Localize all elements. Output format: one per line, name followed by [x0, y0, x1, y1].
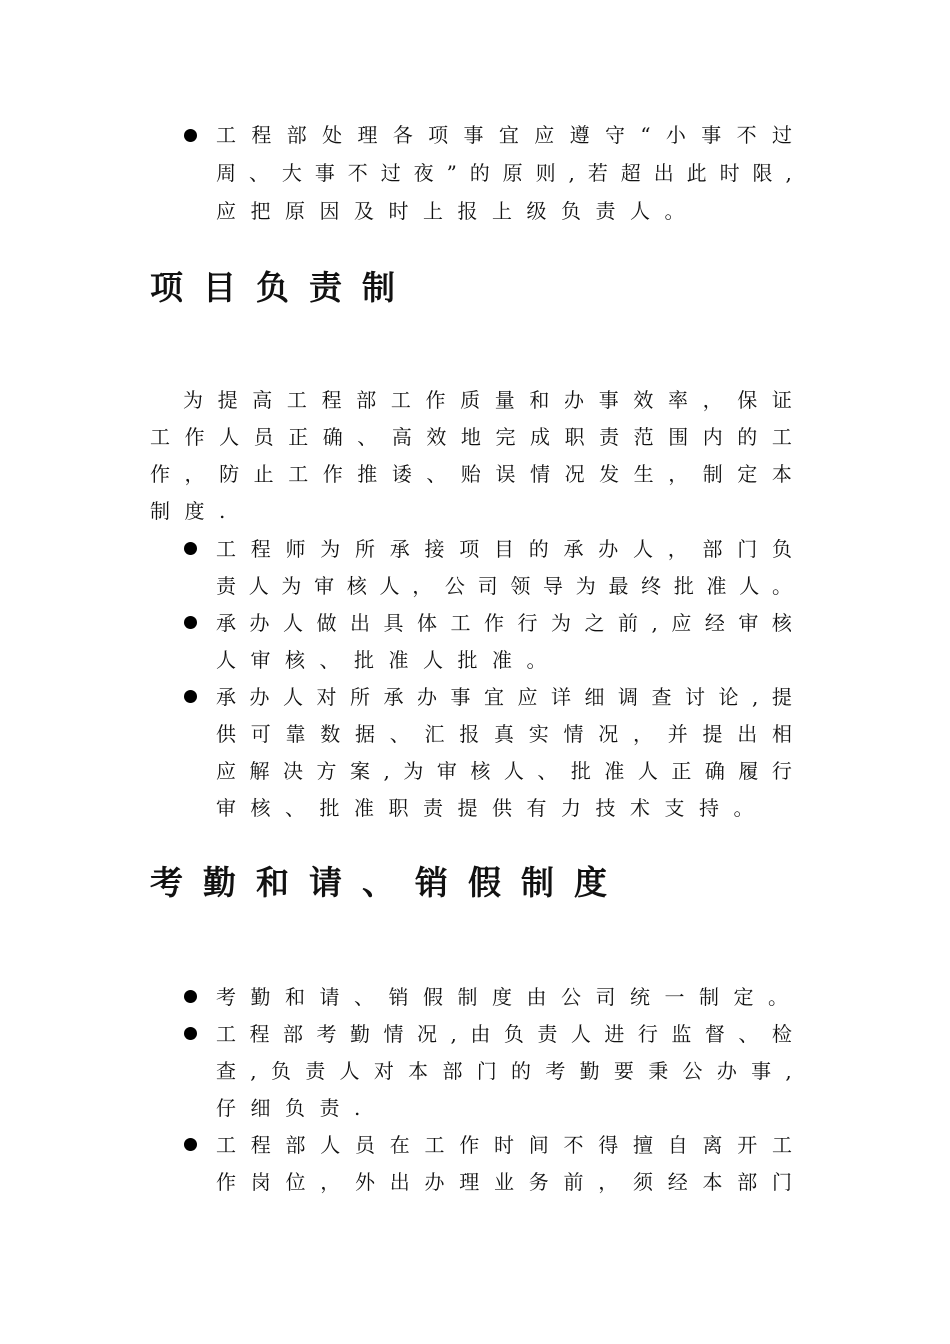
bullet-line: 应 解 决 方 案 , 为 审 核 人 、 批 准 人 正 确 履 行 [216, 759, 792, 783]
bullet-line: 周 、 大 事 不 过 夜 ” 的 原 则 , 若 超 出 此 时 限 , [216, 161, 792, 185]
bullet-line: 作 岗 位 ， 外 出 办 理 业 务 前 ， 须 经 本 部 门 [216, 1170, 792, 1194]
bullet-line: 人 审 核 、 批 准 人 批 准 。 [216, 648, 547, 672]
bullet-line: 工 程 部 考 勤 情 况 , 由 负 责 人 进 行 监 督 、 检 [216, 1022, 792, 1046]
bullet-line: 考 勤 和 请 、 销 假 制 度 由 公 司 统 一 制 定 。 [216, 985, 788, 1009]
bullet-icon [184, 690, 197, 703]
section-heading-project-responsibility: 项 目 负 责 制 [150, 268, 395, 307]
bullet-icon [184, 129, 197, 142]
bullet-line: 应 把 原 因 及 时 上 报 上 级 负 责 人 。 [216, 199, 685, 223]
bullet-icon [184, 1027, 197, 1040]
paragraph-line: 工 作 人 员 正 确 、 高 效 地 完 成 职 责 范 围 内 的 工 [150, 425, 792, 449]
bullet-line: 责 人 为 审 核 人 ， 公 司 领 导 为 最 终 批 准 人 。 [216, 574, 792, 598]
bullet-icon [184, 616, 197, 629]
bullet-icon [184, 990, 197, 1003]
bullet-line: 查 , 负 责 人 对 本 部 门 的 考 勤 要 秉 公 办 事 , [216, 1059, 792, 1083]
paragraph-line: 制 度 . [150, 499, 226, 523]
bullet-icon [184, 542, 197, 555]
bullet-line: 工 程 师 为 所 承 接 项 目 的 承 办 人 ， 部 门 负 [216, 537, 792, 561]
bullet-icon [184, 1138, 197, 1151]
bullet-line: 承 办 人 做 出 具 体 工 作 行 为 之 前 , 应 经 审 核 [216, 611, 792, 635]
bullet-line: 仔 细 负 责 . [216, 1096, 361, 1120]
bullet-line: 承 办 人 对 所 承 办 事 宜 应 详 细 调 查 讨 论 , 提 [216, 685, 792, 709]
section-heading-attendance-leave: 考 勤 和 请 、 销 假 制 度 [150, 863, 607, 902]
bullet-line: 审 核 、 批 准 职 责 提 供 有 力 技 术 支 持 。 [216, 796, 754, 820]
paragraph-line: 为 提 高 工 程 部 工 作 质 量 和 办 事 效 率 ， 保 证 [183, 388, 792, 412]
bullet-line: 工 程 部 处 理 各 项 事 宜 应 遵 守 “ 小 事 不 过 [216, 123, 792, 147]
paragraph-line: 作 ， 防 止 工 作 推 诿 、 贻 误 情 况 发 生 ， 制 定 本 [150, 462, 792, 486]
bullet-line: 工 程 部 人 员 在 工 作 时 间 不 得 擅 自 离 开 工 [216, 1133, 792, 1157]
bullet-line: 供 可 靠 数 据 、 汇 报 真 实 情 况 ， 并 提 出 相 [216, 722, 792, 746]
